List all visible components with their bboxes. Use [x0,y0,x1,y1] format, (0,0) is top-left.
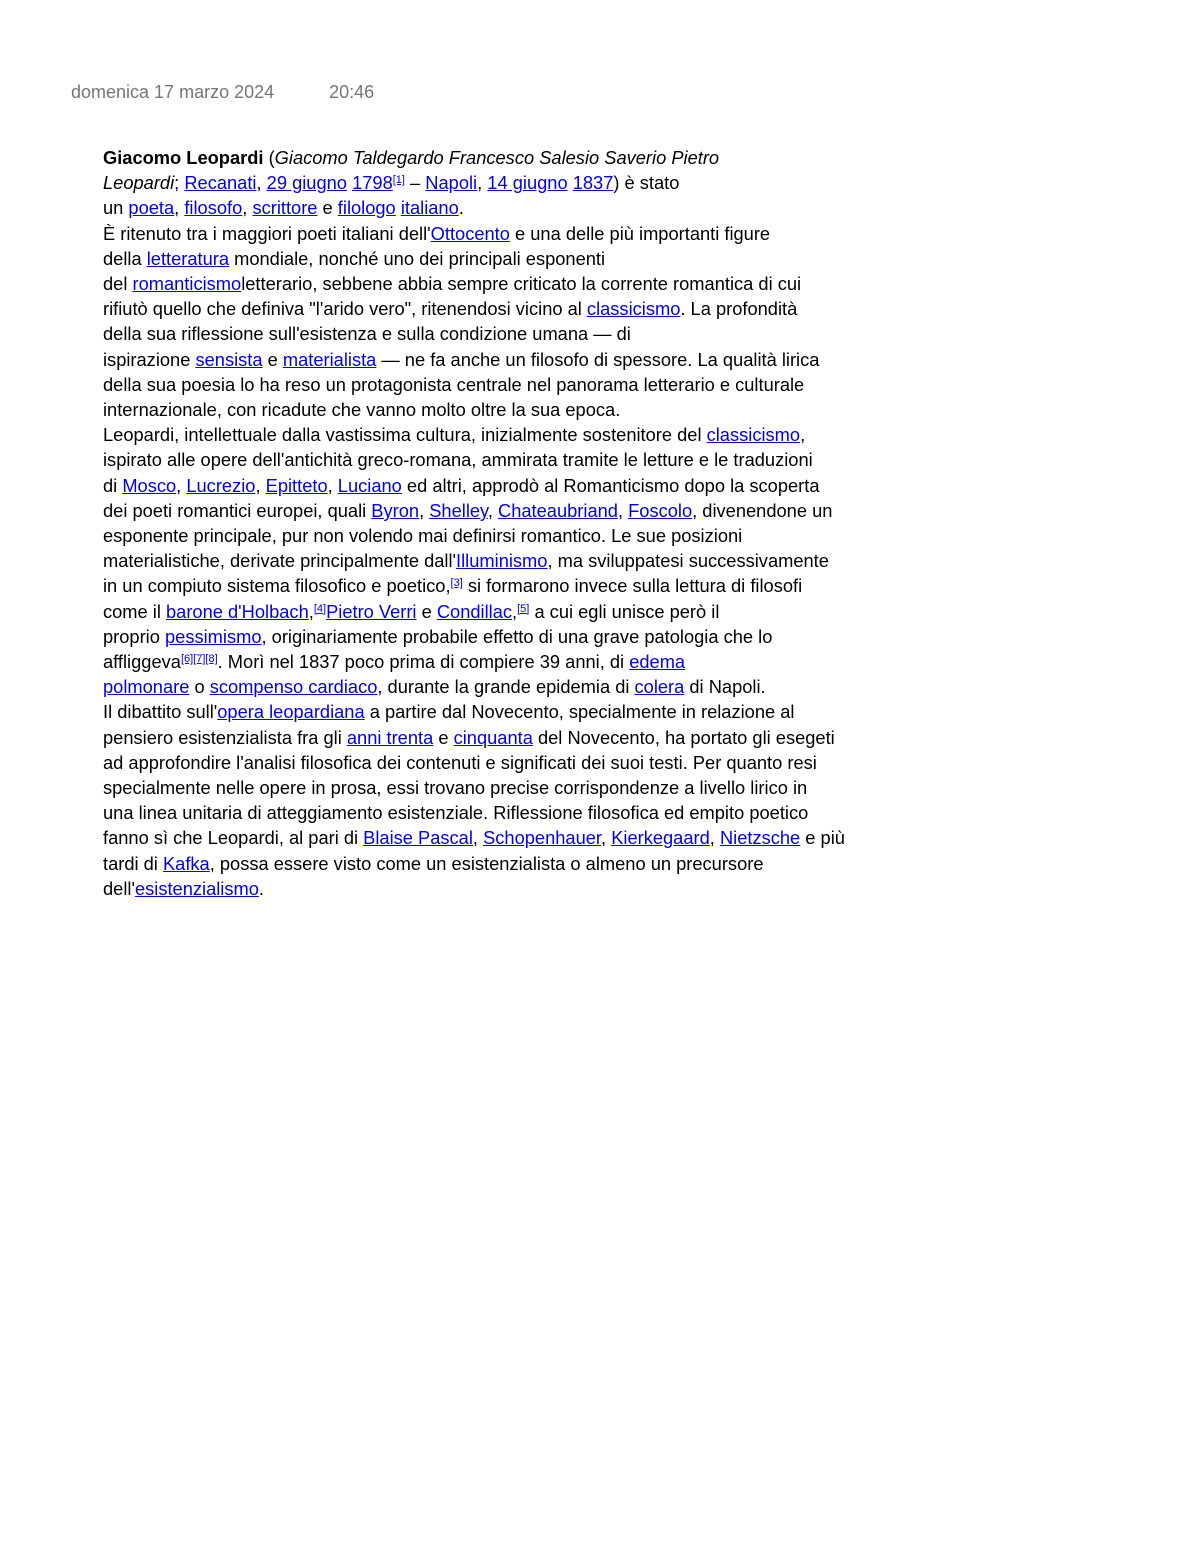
text-line [103,195,873,220]
wiki-link[interactable]: filosofo [184,197,243,219]
citation-link[interactable]: [5] [517,602,530,615]
wiki-link[interactable]: Mosco [122,474,177,496]
text-line [103,221,873,246]
text-segment: Leopardi, intellettuale dalla vastissima cultura, inizialmente sostenitore del [103,424,707,446]
text-line [103,800,873,825]
text-segment: e [317,197,338,219]
text-segment: . La profondità [680,298,798,320]
wiki-link[interactable]: Nietzsche [719,827,801,849]
text-segment: esponente principale, pur non volendo mai definirsi romantico. Le sue posizioni [103,525,743,547]
text-line [103,170,873,195]
note-date: domenica 17 marzo 2024 [71,82,275,102]
text-line [103,851,873,876]
text-segment: una linea unitaria di atteggiamento esistenziale. Riflessione filosofica ed empito poetico [103,802,809,824]
wiki-link[interactable]: Luciano [337,474,402,496]
wiki-link[interactable]: scompenso cardiaco [209,676,378,698]
text-line [103,523,873,548]
text-segment: della [103,247,147,269]
wiki-link[interactable]: anni trenta [346,726,434,748]
text-segment: ispirato alle opere dell'antichità greco-romana, ammirata tramite le letture e le traduzioni [103,449,813,471]
text-line [103,473,873,498]
text-line [103,775,873,800]
wiki-link[interactable]: italiano [400,197,459,219]
text-line [103,422,873,447]
text-segment: , durante la grande epidemia di [377,676,635,698]
text-segment: , originariamente probabile effetto di una grave patologia che lo [261,625,773,647]
text-line [103,397,873,422]
text-segment: un [103,197,129,219]
text-segment: e una delle più importanti figure [509,222,771,244]
wiki-link[interactable]: Illuminismo [456,550,548,572]
wiki-link[interactable]: Blaise Pascal [363,827,473,849]
text-line [103,573,873,598]
text-segment: di Napoli. [684,676,766,698]
text-segment: e più [800,827,845,849]
wiki-link[interactable]: Chateaubriand [498,499,618,521]
text-segment: . [458,197,464,219]
wiki-link[interactable]: Condillac [436,600,513,622]
text-segment: rifiutò quello che definiva "l'arido vero", ritenendosi vicino al [103,298,587,320]
text-line [103,750,873,775]
text-segment: proprio [103,625,165,647]
text-segment: a partire dal Novecento, specialmente in relazione al [364,701,795,723]
text-segment: si formarono invece sulla lettura di filosofi [462,575,803,597]
text-segment: ed altri, approdò al Romanticismo dopo la scoperta [401,474,820,496]
wiki-link[interactable]: Lucrezio [186,474,256,496]
text-segment: dei poeti romantici europei, quali [103,499,372,521]
citation-link[interactable]: [4] [313,602,327,615]
wiki-link[interactable]: polmonare [103,676,190,698]
wiki-link[interactable]: letteratura [146,247,230,269]
wiki-link[interactable]: cinquanta [453,726,533,748]
text-segment: , possa essere visto come un esistenzialista o almeno un precursore [209,852,764,874]
wiki-link[interactable]: classicismo [706,424,801,446]
article-body [103,145,873,901]
text-line [103,246,873,271]
text-segment: come il [103,600,166,622]
wiki-link[interactable]: 1837 [572,172,614,194]
wiki-link[interactable]: classicismo [586,298,681,320]
text-segment: in un compiuto sistema filosofico e poetico, [103,575,451,597]
note-timestamp [71,82,374,103]
text-segment: , [477,172,488,194]
text-segment: del [103,273,133,295]
text-segment: , [256,172,267,194]
text-segment: , [487,499,499,521]
text-line [103,145,873,170]
wiki-link[interactable]: Pietro Verri [326,600,417,622]
wiki-link[interactable]: Ottocento [430,222,510,244]
text-segment: , [419,499,430,521]
bold-text: Giacomo Leopardi [103,147,264,168]
text-segment: ( [263,147,275,168]
wiki-link[interactable]: scrittore [252,197,318,219]
wiki-link[interactable]: Schopenhauer [483,827,602,849]
text-segment: affliggeva [103,651,181,673]
citation-link[interactable]: [7] [193,653,206,666]
wiki-link[interactable]: Foscolo [628,499,693,521]
text-segment: ; [174,172,185,194]
wiki-link[interactable]: Recanati [184,172,257,194]
wiki-link[interactable]: colera [634,676,685,698]
text-line [103,674,873,699]
text-segment: della sua riflessione sull'esistenza e sulla condizione umana — di [103,323,631,345]
text-segment: . [258,877,264,899]
text-segment: . Morì nel 1837 poco prima di compiere 39 anni, di [217,651,630,673]
text-line [103,296,873,321]
text-segment: , ma sviluppatesi successivamente [547,550,829,572]
text-line [103,498,873,523]
text-segment: materialistiche, derivate principalmente dall' [103,550,457,572]
wiki-link[interactable]: 29 giugno [266,172,347,194]
text-segment: , [242,197,253,219]
text-segment: , [617,499,629,521]
citation-link[interactable]: [8] [205,653,218,666]
text-line [103,624,873,649]
text-segment: ispirazione [103,348,196,370]
text-segment: , divenendone un [692,499,833,521]
text-segment: pensiero esistenzialista fra gli [103,726,347,748]
text-line [103,271,873,296]
text-line [103,699,873,724]
text-segment: fanno sì che Leopardi, al pari di [103,827,364,849]
note-time: 20:46 [329,82,375,102]
wiki-link[interactable]: Epitteto [265,474,328,496]
wiki-link[interactable]: sensista [195,348,263,370]
text-segment: a cui egli unisce però il [529,600,720,622]
wiki-link[interactable]: Kafka [162,852,210,874]
text-segment: internazionale, con ricadute che vanno molto oltre la sua epoca. [103,399,621,421]
wiki-link[interactable]: barone d'Holbach [166,600,309,622]
text-segment: di [103,474,123,496]
text-line [103,725,873,750]
wiki-link[interactable]: edema [629,651,686,673]
text-segment: del Novecento, ha portato gli esegeti [532,726,835,748]
text-line [103,321,873,346]
wiki-link[interactable]: pessimismo [165,625,262,647]
text-line [103,599,873,624]
text-segment: , [472,827,484,849]
text-segment: – [404,172,426,194]
text-segment: , [176,474,187,496]
text-segment: , [800,424,806,446]
text-segment: , [174,197,185,219]
text-line [103,347,873,372]
text-segment: e [416,600,437,622]
text-segment: dell' [103,877,135,899]
text-segment: , [255,474,266,496]
text-line [103,548,873,573]
text-segment: ) è stato [613,172,680,194]
text-line [103,876,873,901]
text-line [103,649,873,674]
wiki-link[interactable]: romanticismo [132,273,242,295]
italic-text: Leopardi [103,172,175,194]
text-segment: e [433,726,454,748]
citation-link[interactable]: [3] [450,577,463,590]
wiki-link[interactable]: poeta [128,197,175,219]
text-segment: letterario, sebbene abbia sempre criticato la corrente romantica di cui [241,273,802,295]
wiki-link[interactable]: 1798 [352,172,393,194]
text-line [103,825,873,850]
text-line [103,447,873,472]
wiki-link[interactable]: esistenzialismo [134,877,259,899]
text-segment: specialmente nelle opere in prosa, essi trovano precise corrispondenze a livello lirico in [103,777,808,799]
text-segment: tardi di [103,852,163,874]
text-line [103,372,873,397]
text-segment: , [601,827,612,849]
citation-link[interactable]: [6] [180,653,194,666]
text-segment: e [262,348,283,370]
wiki-link[interactable]: Napoli [425,172,478,194]
wiki-link[interactable]: materialista [282,348,377,370]
text-segment: Il dibattito sull' [103,701,218,723]
text-segment: ad approfondire l'analisi filosofica dei contenuti e significati dei suoi testi. Per quanto resi [103,751,817,773]
wiki-link[interactable]: opera leopardiana [217,701,365,723]
text-segment: , [709,827,720,849]
wiki-link[interactable]: Byron [371,499,420,521]
text-segment: della sua poesia lo ha reso un protagonista centrale nel panorama letterario e culturale [103,373,805,395]
text-segment: mondiale, nonché uno dei principali esponenti [229,247,606,269]
text-segment: È ritenuto tra i maggiori poeti italiani dell' [103,222,431,244]
text-segment: , [327,474,338,496]
wiki-link[interactable]: Shelley [429,499,488,521]
italic-text: Giacomo Taldegardo Francesco Salesio Saverio Pietro [274,147,720,168]
text-segment: , [512,600,518,622]
text-segment: o [189,676,210,698]
text-segment: , [308,600,314,622]
wiki-link[interactable]: filologo [337,197,396,219]
wiki-link[interactable]: Kierkegaard [611,827,710,849]
text-segment: — ne fa anche un filosofo di spessore. La qualità lirica [376,348,820,370]
wiki-link[interactable]: 14 giugno [487,172,568,194]
citation-link[interactable]: [1] [392,174,405,187]
